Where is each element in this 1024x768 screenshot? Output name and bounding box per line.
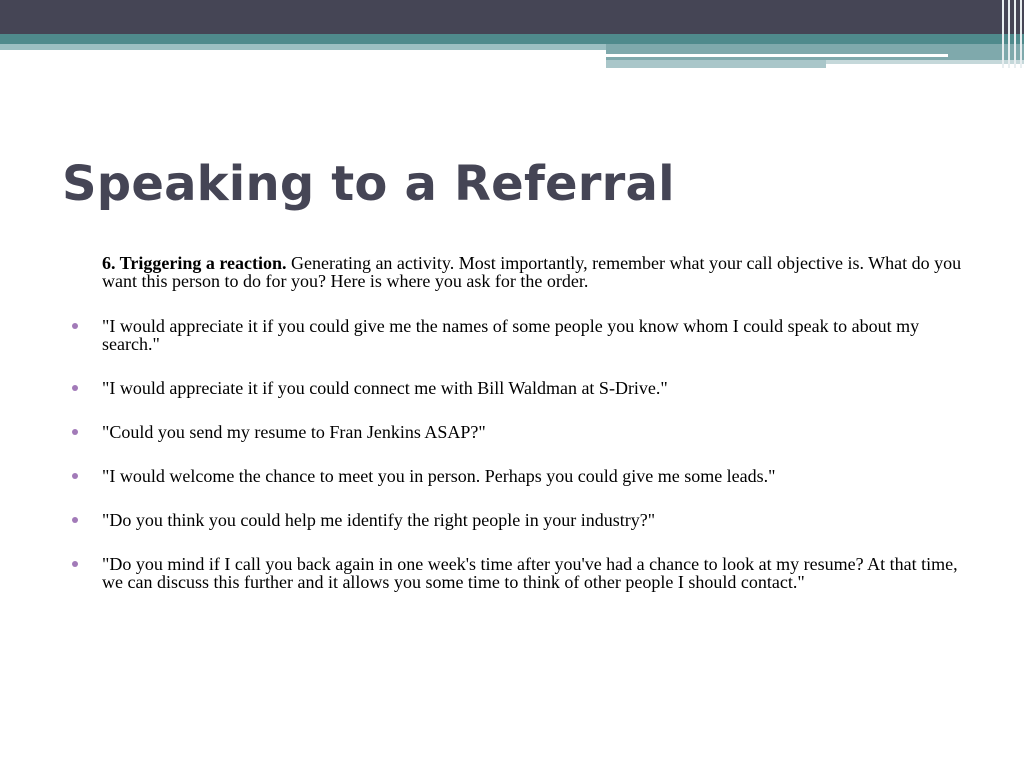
bullet-dot-icon: [72, 561, 78, 567]
bullet-dot-icon: [72, 473, 78, 479]
bullet-item: [102, 379, 972, 397]
header-band-teal: [0, 34, 1024, 44]
bullet-text: "I would appreciate it if you could give me the names of some people you know whom I could speak to about my search.": [102, 316, 920, 354]
bullet-dot-icon: [72, 429, 78, 435]
bullet-text: "Do you mind if I call you back again in one week's time after you've had a chance to look at my resume? At that time, we can discuss this further and it allows you some time to think of other people I should contact.": [102, 554, 958, 592]
bullet-text: "I would welcome the chance to meet you in person. Perhaps you could give me some leads.": [102, 466, 776, 486]
stripe: [1002, 0, 1004, 68]
bullet-list: [0, 317, 1024, 591]
bullet-text: "Could you send my resume to Fran Jenkins ASAP?": [102, 422, 486, 442]
header-band-teal-light: [0, 44, 606, 50]
bullet-item: [102, 555, 972, 591]
intro-heading: 6. Triggering a reaction.: [102, 253, 287, 273]
slide-title: Speaking to a Referral: [62, 156, 675, 212]
bullet-dot-icon: [72, 323, 78, 329]
bullet-dot-icon: [72, 517, 78, 523]
slide-body: [0, 254, 1024, 617]
header-band-right-low: [606, 60, 826, 68]
header-white-line: [606, 54, 948, 57]
bullet-item: [102, 423, 972, 441]
intro-paragraph: [102, 254, 972, 290]
stripe: [1014, 0, 1016, 68]
header-band-dark: [0, 0, 1024, 34]
bullet-item: [102, 467, 972, 485]
stripe: [1020, 0, 1022, 68]
bullet-dot-icon: [72, 385, 78, 391]
stripe: [1008, 0, 1010, 68]
bullet-item: [102, 317, 972, 353]
bullet-text: "I would appreciate it if you could connect me with Bill Waldman at S-Drive.": [102, 378, 668, 398]
bullet-item: [102, 511, 972, 529]
intro-text: Generating an activity. Most importantly, remember what your call objective is. What do you want this person to do for you? Here is where you ask for the order.: [102, 253, 962, 291]
header-vertical-stripes: [994, 0, 1024, 68]
bullet-text: "Do you think you could help me identify the right people in your industry?": [102, 510, 656, 530]
header-band-right-block: [606, 44, 1024, 60]
